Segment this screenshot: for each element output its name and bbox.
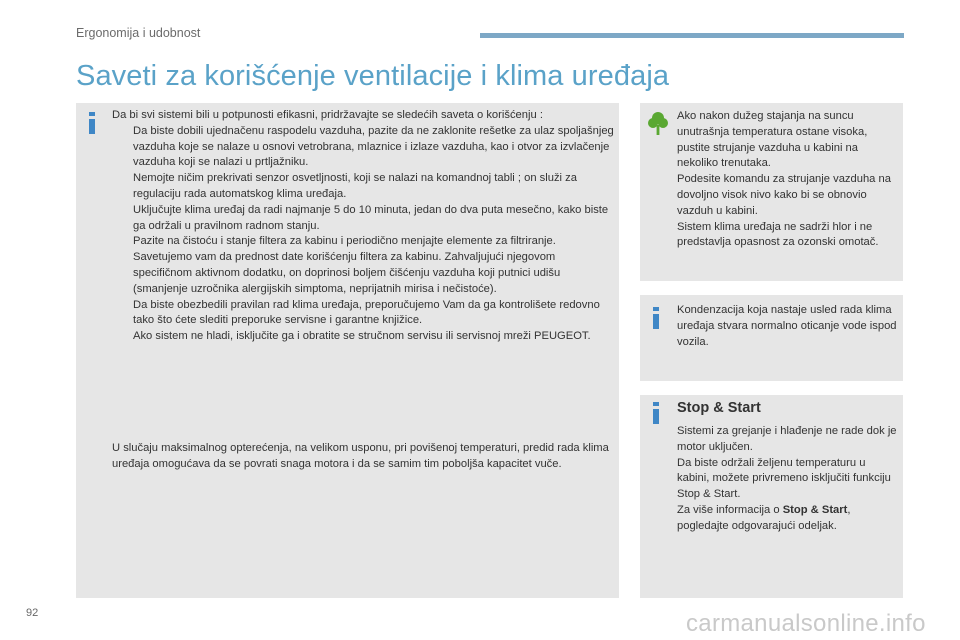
list-item: Da biste dobili ujednačenu raspodelu vazduha, pazite da ne zaklonite rešetke za ulaz spoljašnjeg vazduha koje se nalaze u osnovi vetrobrana, mlaznice i izlaze vazduha, kao i otvor za izvlačenje vazduha koji se nalazi u prtljažniku. bbox=[133, 124, 614, 169]
stop-start-text bbox=[677, 424, 899, 535]
info-icon bbox=[89, 112, 96, 134]
stop-start-paragraph: Sistemi za grejanje i hlađenje ne rade dok je motor uključen. bbox=[677, 425, 897, 453]
list-item: Da biste obezbedili pravilan rad klima uređaja, preporučujemo Vam da ga kontrolišete redovno tako što ćete slediti preporuke servisne i garantne knjižice. bbox=[133, 298, 600, 327]
eco-tip-text bbox=[677, 109, 899, 251]
page-title: Saveti za korišćenje ventilacije i klima uređaja bbox=[76, 60, 670, 92]
eco-tip-paragraph: Ako nakon dužeg stajanja na suncu unutrašnja temperatura ostane visoka, pustite strujanje vazduha u kabini na nekoliko trenutaka. bbox=[677, 110, 868, 170]
list-item: Uključujte klima uređaj da radi najmanje 5 do 10 minuta, jedan do dva puta mesečno, kako biste ga održali u pravilnom radnom stanju. bbox=[133, 203, 609, 232]
stop-start-panel bbox=[640, 395, 903, 598]
eco-tip-paragraph: Sistem klima uređaja ne sadrži hlor i ne predstavlja opasnost za ozonski omotač. bbox=[677, 220, 879, 249]
advice-panel bbox=[76, 103, 619, 598]
list-item: Pazite na čistoću i stanje filtera za kabinu i periodično menjajte elemente za filtriranje. Savetujemo vam da prednost date korišćenju filtera za kabinu. Zahvaljujući njegovom specifičnom aktivnom dodatku, on doprinosi boljem čišćenju vazduha koji putnici udišu (smanjenje uzročnika alergijskih simptoma, neprijatnih mirisa i nečistoće). bbox=[133, 235, 561, 295]
eco-tip-paragraph: Podesite komandu za strujanje vazduha na dovoljno visok nivo kako bi se obnovio vazduh u kabini. bbox=[677, 173, 891, 217]
stop-start-title: Stop & Start bbox=[677, 400, 761, 416]
stop-start-paragraph: pogledajte odgovarajući odeljak. bbox=[677, 519, 837, 532]
condensation-text: Kondenzacija koja nastaje usled rada klima uređaja stvara normalno oticanje vode ispod vozila. bbox=[677, 304, 897, 348]
eco-tip-panel bbox=[640, 103, 903, 281]
condensation-panel bbox=[640, 295, 903, 381]
list-item: Ako sistem ne hladi, isključite ga i obratite se stručnom servisu ili servisnoj mreži PEUGEOT. bbox=[133, 330, 591, 343]
advice-list bbox=[112, 124, 617, 345]
advice-intro: Da bi svi sistemi bili u potpunosti efikasni, pridržavajte se sledećih saveta o korišćenju : bbox=[112, 109, 543, 121]
info-icon bbox=[653, 402, 660, 424]
stop-start-reference: Stop & Start bbox=[782, 503, 848, 516]
watermark: carmanualsonline.info bbox=[686, 610, 926, 637]
list-item: Nemojte ničim prekrivati senzor osvetljnosti, koji se nalazi na komandnoj tabli ; on služi za regulaciju rada automatskog klima uređaja. bbox=[133, 172, 577, 200]
eco-tree-icon bbox=[648, 111, 668, 135]
stop-start-paragraph: Za više informacija o Stop & Start, bbox=[677, 503, 851, 516]
advice-content bbox=[112, 108, 617, 345]
section-label: Ergonomija i udobnost bbox=[76, 26, 201, 40]
info-icon bbox=[653, 307, 660, 329]
header-rule bbox=[480, 33, 904, 38]
performance-note: U slučaju maksimalnog opterećenja, na velikom usponu, pri povišenoj temperaturi, predid rada klima uređaja omogućava da se povrati snaga motora i da se samim tim poboljša kapacitet vuče. bbox=[112, 442, 609, 470]
page-number: 92 bbox=[26, 607, 39, 619]
stop-start-paragraph: Da biste održali željenu temperaturu u kabini, možete privremeno isključiti funkciju Stop & Start. bbox=[677, 456, 891, 501]
